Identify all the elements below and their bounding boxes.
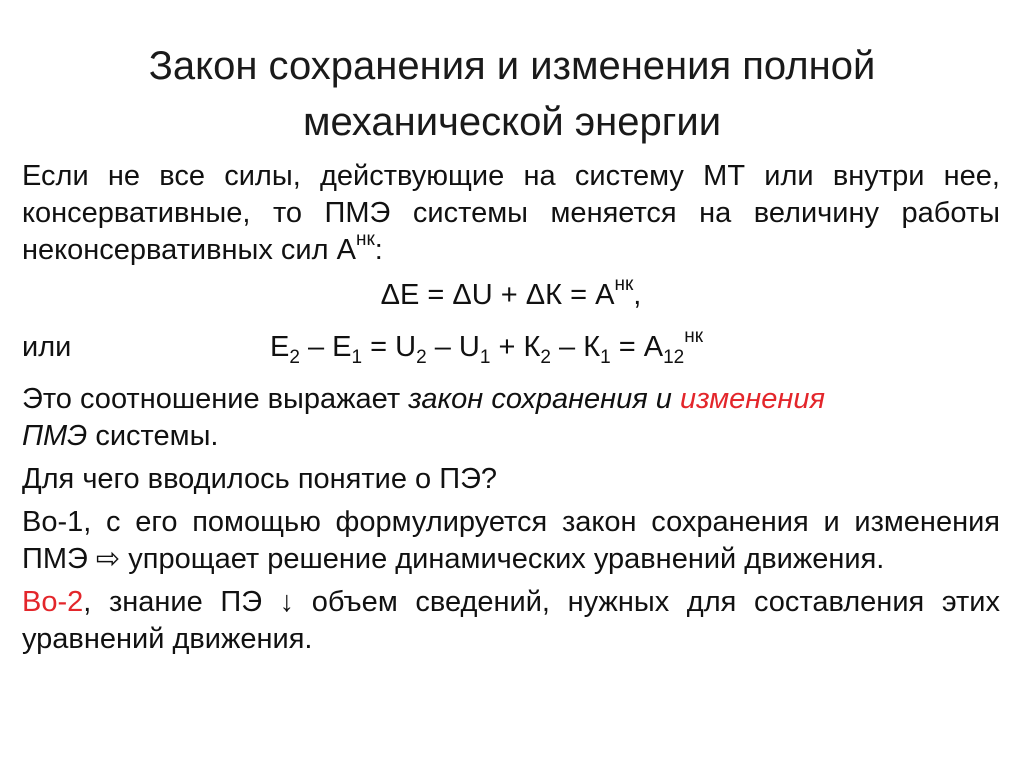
subscript: 1 (351, 346, 363, 368)
symbol-u: = U (362, 331, 417, 363)
point-2-label: Во-2 (22, 586, 84, 618)
emphasis-text: закон сохранения и (408, 383, 680, 415)
superscript: нк (684, 326, 704, 348)
paragraph-tail: системы. (87, 420, 219, 452)
paragraph-question: Для чего вводилось понятие о ПЭ? (22, 463, 498, 495)
title-line-1: Закон сохранения и изменения полной (148, 44, 876, 88)
formula-energy-change (22, 274, 1000, 317)
formula-tail: , (633, 279, 642, 311)
subscript: 12 (663, 346, 685, 368)
paragraph-tail: : (374, 234, 383, 266)
title-line-2: механической энергии (302, 100, 722, 144)
emphasis-text: ПМЭ (22, 420, 88, 452)
paragraph-point-1: Во-1, с его помощью формулируется закон сохранения и изменения ПМЭ ⇨ упрощает решение динамических уравнений движения. (22, 506, 1000, 575)
subscript: 2 (540, 346, 551, 368)
paragraph-text: , знание ПЭ ↓ объем сведений, нужных для составления этих уравнений движения. (22, 586, 1000, 655)
paragraph-point-2 (22, 584, 1000, 658)
emphasis-red-text: изменения (679, 383, 825, 415)
paragraph-text: Если не все силы, действующие на систему МТ или внутри нее, консервативные, то ПМЭ системы меняется на величину работы неконсервативных сил А (22, 160, 1000, 266)
symbol-k: + К (490, 331, 541, 363)
slide-title (40, 38, 984, 150)
superscript-nk: нк (355, 229, 375, 251)
formula-expanded-expression (270, 326, 704, 368)
subscript: 2 (416, 346, 427, 368)
formula-or-label: или (22, 331, 72, 363)
subscript: 1 (479, 346, 491, 368)
paragraph-conservation-law (22, 381, 1000, 455)
slide-body (22, 158, 1000, 658)
subscript: 2 (289, 346, 300, 368)
paragraph-text: Это соотношение выражает (22, 383, 409, 415)
formula-text: ΔE = ΔU + ΔК = А (380, 279, 615, 311)
symbol-u: – U (426, 331, 480, 363)
symbol-e: E (270, 331, 290, 363)
symbol-a: = А (610, 331, 664, 363)
subscript: 1 (600, 346, 611, 368)
symbol-k: – К (550, 331, 601, 363)
formula-expanded (22, 325, 1000, 375)
formula-superscript: нк (614, 274, 634, 296)
symbol-e: – E (299, 331, 352, 363)
paragraph-nonconservative (22, 158, 1000, 269)
